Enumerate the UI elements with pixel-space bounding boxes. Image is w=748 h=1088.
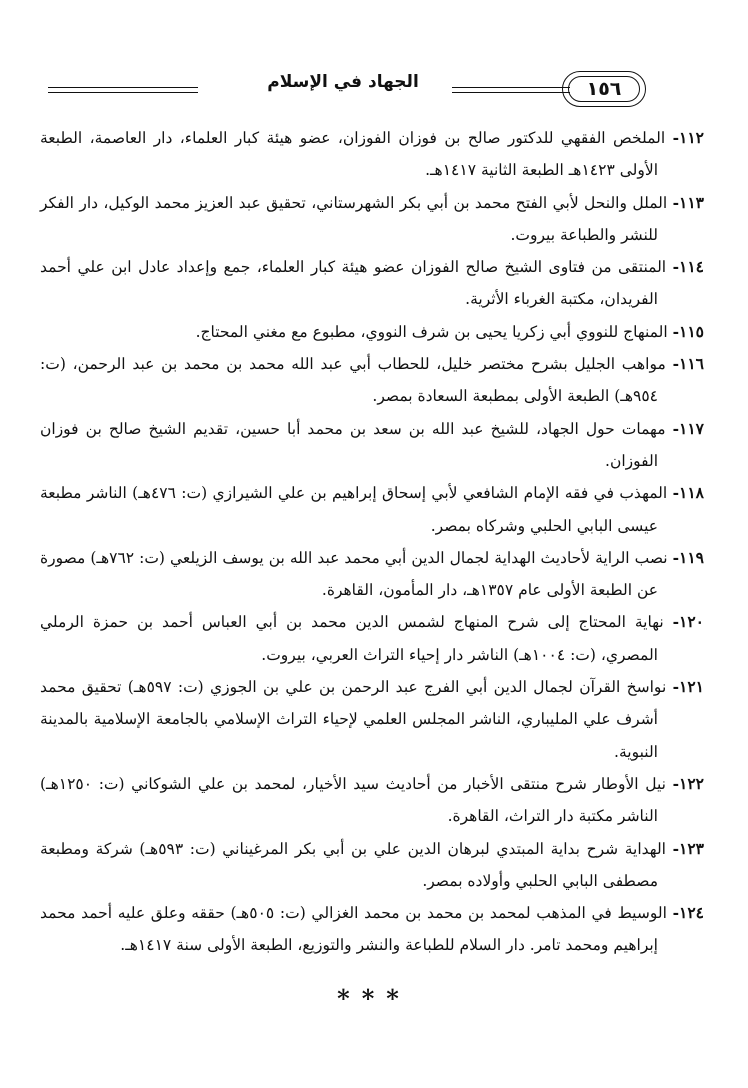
reference-text: نصب الراية لأحاديث الهداية لجمال الدين أبي محمد عبد الله بن يوسف الزيلعي (ت: ٧٦٢هـ) مصورة عن الطبعة الأولى عام ١٣٥٧هـ، دار المأمون، القاهرة. [40, 548, 668, 600]
reference-entry [40, 768, 704, 833]
reference-number: ١١٦- [672, 354, 704, 374]
reference-entry [40, 671, 704, 768]
end-ornament: *** [337, 984, 411, 1013]
header-rule-right [452, 87, 570, 93]
reference-number: ١٢٣- [672, 838, 704, 858]
reference-text: المنتقى من فتاوى الشيخ صالح الفوزان عضو هيئة كبار العلماء، جمع وإعداد عادل ابن علي أحمد الفريدان، مكتبة الغرباء الأثرية. [40, 258, 667, 309]
reference-text: الملل والنحل لأبي الفتح محمد بن أبي بكر الشهرستاني، تحقيق عبد العزيز محمد الوكيل، دار الفكر للنشر والطباعة بيروت. [40, 193, 668, 244]
reference-number: ١٢١- [672, 677, 704, 697]
reference-entry [40, 348, 704, 413]
reference-text: المنهاج للنووي أبي زكريا يحيى بن شرف النووي، مطبوع مع مغني المحتاج. [195, 322, 668, 341]
reference-text: مواهب الجليل بشرح مختصر خليل، للحطاب أبي عبد الله محمد بن محمد بن عبد الرحمن، (ت: ٩٥٤هـ) الطبعة الأولى بمطبعة السعادة بمصر. [40, 355, 666, 406]
book-title: الجهاد في الإسلام [267, 72, 419, 92]
reference-number: ١١٣- [672, 192, 704, 212]
reference-entry [40, 413, 704, 478]
reference-number: ١٢٢- [672, 773, 705, 793]
reference-text: نيل الأوطار شرح منتقى الأخبار من أحاديث سيد الأخيار، لمحمد بن علي الشوكاني (ت: ١٢٥٠هـ) الناشر مكتبة دار التراث، القاهرة. [40, 774, 666, 826]
reference-number: ١١٥- [672, 321, 704, 341]
reference-number: ١١٨- [672, 483, 704, 503]
reference-number: ١١٩- [672, 547, 704, 567]
reference-number: ١١٤- [672, 257, 704, 277]
reference-text: نواسخ القرآن لجمال الدين أبي الفرج عبد الرحمن بن علي بن الجوزي (ت: ٥٩٧هـ) تحقيق محمد أشرف علي المليباري، الناشر المجلس العلمي لإحياء التراث الإسلامي بالجامعة الإسلامية بالمدينة النبوية. [40, 678, 667, 761]
reference-entry [40, 477, 704, 542]
running-header [30, 56, 718, 120]
reference-entry [40, 542, 704, 607]
reference-entry [40, 606, 704, 671]
reference-text: نهاية المحتاج إلى شرح المنهاج لشمس الدين محمد بن أبي العباس أحمد بن حمزة الرملي المصري، (ت: ١٠٠٤هـ) الناشر دار إحياء التراث العربي، بيروت. [40, 613, 664, 664]
reference-entry [40, 833, 704, 898]
page-number-badge [562, 71, 646, 107]
reference-entry [40, 187, 704, 252]
reference-text: الوسيط في المذهب لمحمد بن محمد بن محمد الغزالي (ت: ٥٠٥هـ) حققه وعلق عليه أحمد محمد إبراهيم ومحمد تامر. دار السلام للطباعة والنشر والتوزيع، الطبعة الأولى سنة ١٤١٧هـ. [40, 904, 667, 955]
reference-number: ١٢٤- [672, 903, 704, 923]
reference-entry [40, 251, 704, 316]
reference-number: ١٢٠- [672, 612, 704, 632]
reference-entry [40, 316, 704, 348]
page-number: ١٥٦ [568, 76, 640, 102]
reference-number: ١١٢- [672, 128, 704, 147]
bibliography-list [40, 122, 704, 962]
reference-text: مهمات حول الجهاد، للشيخ عبد الله بن سعد بن محمد أبا حسين، تقديم الشيخ صالح بن فوزان الفوزان. [40, 419, 666, 470]
reference-entry [40, 122, 704, 187]
reference-entry [40, 897, 704, 962]
reference-text: الملخص الفقهي للدكتور صالح بن فوزان الفوزان، عضو هيئة كبار العلماء، دار العاصمة، الطبعة الأولى ١٤٢٣هـ الطبعة الثانية ١٤١٧هـ. [40, 129, 666, 180]
reference-number: ١١٧- [672, 418, 704, 438]
reference-text: المهذب في فقه الإمام الشافعي لأبي إسحاق إبراهيم بن علي الشيرازي (ت: ٤٧٦هـ) الناشر مطبعة عيسى البابي الحلبي وشركاه بمصر. [40, 484, 668, 535]
reference-text: الهداية شرح بداية المبتدي لبرهان الدين علي بن أبي بكر المرغيناني (ت: ٥٩٣هـ) شركة ومطبعة مصطفى البابي الحلبي وأولاده بمصر. [40, 839, 666, 890]
header-rule-left [48, 87, 198, 93]
